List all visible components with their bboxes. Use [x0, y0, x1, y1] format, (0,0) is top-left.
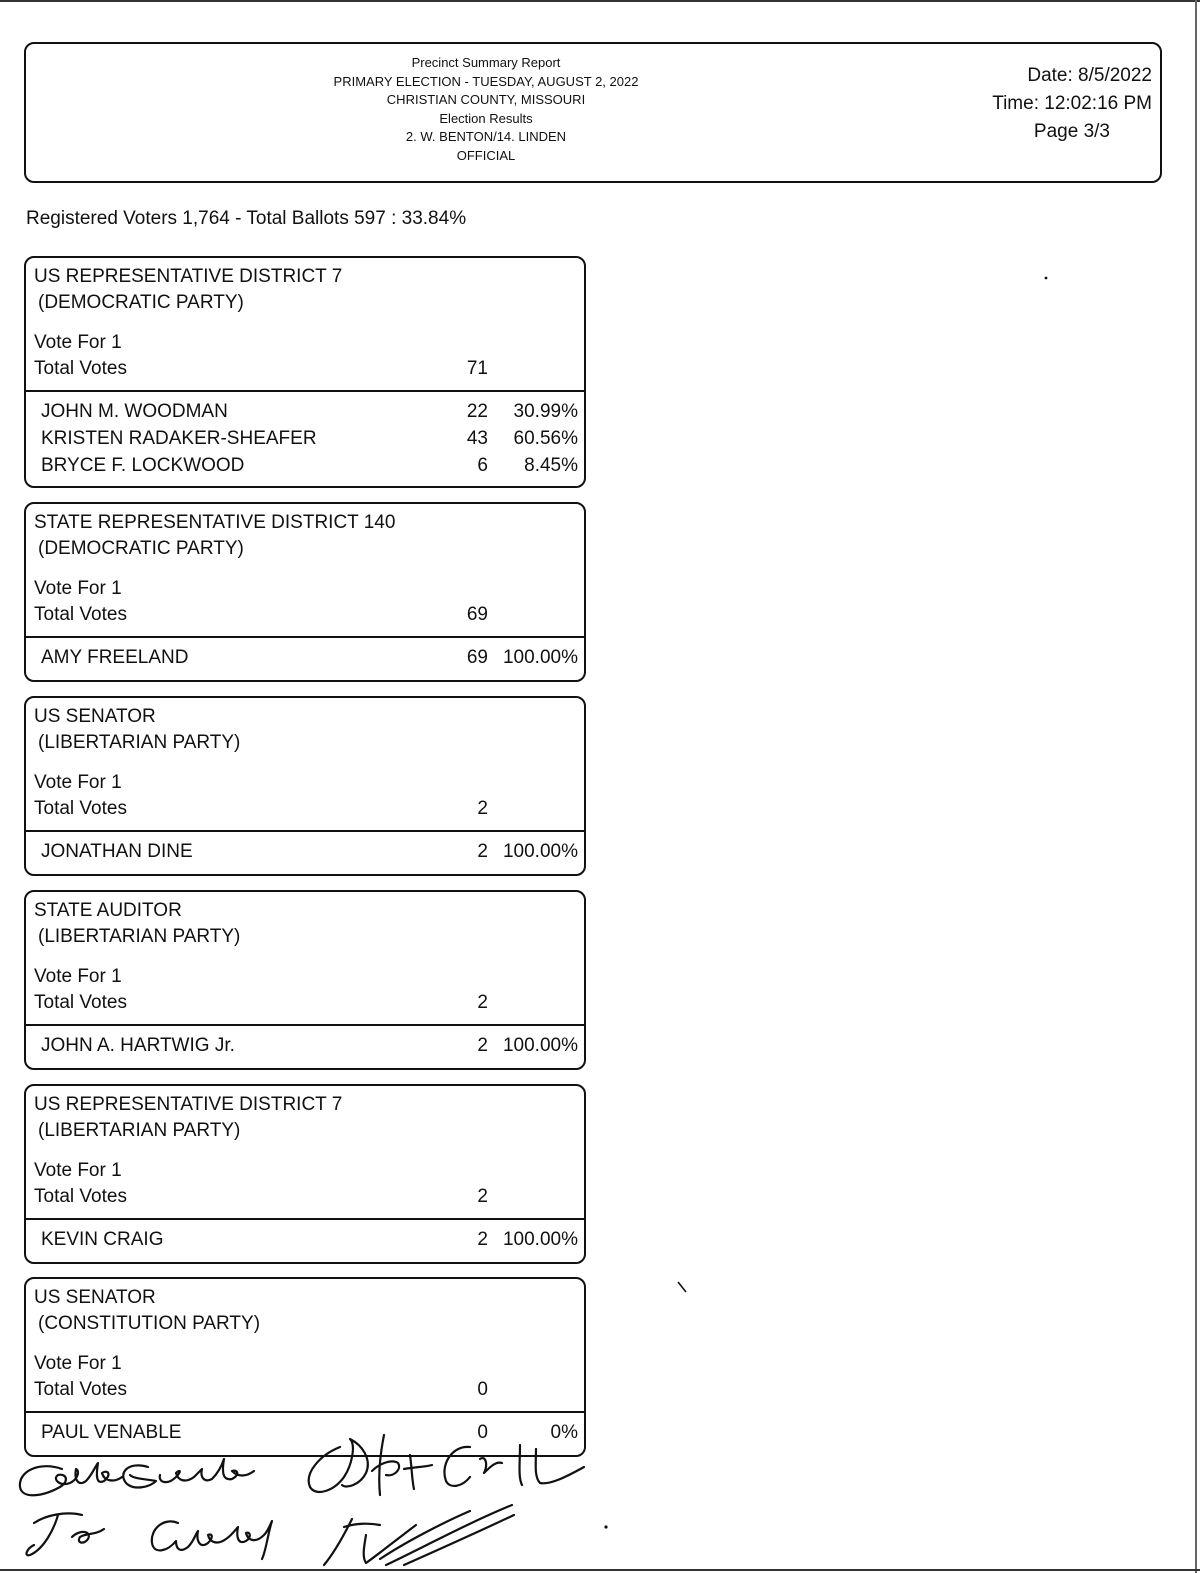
scan-edge-top: [0, 0, 1200, 2]
candidate-percent: 60.56%: [513, 428, 578, 449]
vote-for-label: Vote For 1: [34, 1353, 122, 1374]
candidate-percent: 8.45%: [524, 455, 578, 476]
contest-box: [24, 256, 586, 488]
report-header: [24, 42, 1162, 183]
signatures: [0, 1425, 640, 1573]
official-label: OFFICIAL: [456, 147, 516, 163]
candidate-percent: 100.00%: [502, 647, 578, 668]
total-votes-label: Total Votes: [34, 358, 127, 379]
vote-for-label: Vote For 1: [34, 772, 122, 793]
candidate-name: JOHN M. WOODMAN: [41, 401, 228, 422]
scan-speck: [604, 1525, 607, 1528]
candidate-name: KEVIN CRAIG: [41, 1229, 164, 1250]
contest-title: US SENATOR: [34, 706, 156, 727]
precinct-name: 2. W. BENTON/14. LINDEN: [405, 129, 567, 144]
candidate-percent: 0%: [550, 1422, 578, 1443]
vote-for-label: Vote For 1: [34, 578, 122, 599]
candidate-votes: 2: [477, 1229, 488, 1250]
candidate-name: PAUL VENABLE: [41, 1422, 182, 1443]
vote-for-label: Vote For 1: [34, 1160, 122, 1181]
election-name: PRIMARY ELECTION - TUESDAY, AUGUST 2, 2022: [333, 73, 639, 89]
candidate-list: [26, 1220, 584, 1261]
contest-party: (CONSTITUTION PARTY): [38, 1313, 261, 1334]
contest-box: [24, 696, 586, 876]
candidate-votes: 0: [477, 1422, 488, 1443]
candidate-name: BRYCE F. LOCKWOOD: [41, 455, 245, 476]
candidate-row: [41, 838, 576, 865]
total-votes-row: [34, 990, 576, 1016]
total-votes-row: [34, 796, 576, 822]
results-label: Election Results: [439, 110, 533, 126]
scan-speck: [1042, 274, 1050, 282]
contest-party: (LIBERTARIAN PARTY): [38, 732, 241, 753]
candidate-list: [26, 638, 584, 679]
contest-party: (DEMOCRATIC PARTY): [38, 538, 244, 559]
candidate-percent: 100.00%: [502, 1229, 578, 1250]
total-votes-value: 71: [466, 358, 488, 379]
candidate-row: [41, 398, 576, 425]
total-votes-value: 2: [477, 798, 488, 819]
signature-stroke: [123, 1459, 254, 1487]
candidate-list: [26, 832, 584, 873]
report-name: Precinct Summary Report: [411, 55, 561, 70]
candidate-percent: 30.99%: [513, 401, 578, 422]
total-votes-value: 2: [477, 1186, 488, 1207]
candidate-row: [41, 452, 576, 479]
candidate-votes: 43: [466, 428, 488, 449]
total-votes-label: Total Votes: [34, 1186, 127, 1207]
contest-box: [24, 1084, 586, 1264]
candidate-votes: 2: [477, 841, 488, 862]
contest-party: (DEMOCRATIC PARTY): [38, 292, 244, 313]
total-votes-label: Total Votes: [34, 992, 127, 1013]
contest-title: US REPRESENTATIVE DISTRICT 7: [34, 266, 343, 287]
vote-for-label: Vote For 1: [34, 966, 122, 987]
candidate-name: JONATHAN DINE: [41, 841, 193, 862]
total-votes-row: [34, 602, 576, 628]
candidate-name: AMY FREELAND: [41, 647, 189, 668]
candidate-name: KRISTEN RADAKER-SHEAFER: [41, 428, 317, 449]
total-votes-row: [34, 1377, 576, 1403]
total-votes-value: 2: [477, 992, 488, 1013]
total-votes-row: [34, 356, 576, 382]
candidate-row: [41, 1032, 576, 1059]
candidate-name: JOHN A. HARTWIG Jr.: [41, 1035, 235, 1056]
report-title-block: [276, 54, 696, 165]
candidate-percent: 100.00%: [502, 1035, 578, 1056]
contest-box: [24, 502, 586, 682]
signature-stroke: [152, 1521, 272, 1559]
total-votes-value: 0: [477, 1379, 488, 1400]
signature-stroke: [27, 1513, 104, 1555]
candidate-votes: 2: [477, 1035, 488, 1056]
candidate-votes: 22: [466, 401, 488, 422]
signature-stroke: [324, 1505, 514, 1565]
scan-edge-right: [1195, 0, 1197, 1573]
candidate-votes: 69: [466, 647, 488, 668]
contest-title: US SENATOR: [34, 1287, 156, 1308]
vote-for-label: Vote For 1: [34, 332, 122, 353]
total-votes-value: 69: [466, 604, 488, 625]
scan-speck: [676, 1280, 690, 1294]
candidate-list: [26, 1026, 584, 1067]
contest-title: STATE AUDITOR: [34, 900, 182, 921]
candidate-row: [41, 425, 576, 452]
candidate-row: [41, 644, 576, 671]
contest-title: STATE REPRESENTATIVE DISTRICT 140: [34, 512, 396, 533]
candidate-list: [26, 392, 584, 487]
contest-box: [24, 890, 586, 1070]
candidate-percent: 100.00%: [502, 841, 578, 862]
total-votes-label: Total Votes: [34, 798, 127, 819]
report-date: Date: 8/5/2022: [1027, 65, 1152, 86]
contest-party: (LIBERTARIAN PARTY): [38, 1120, 241, 1141]
report-time: Time: 12:02:16 PM: [992, 93, 1152, 114]
report-meta: [992, 62, 1152, 146]
page-number: Page 3/3: [1033, 121, 1110, 142]
total-votes-label: Total Votes: [34, 1379, 127, 1400]
total-votes-label: Total Votes: [34, 604, 127, 625]
signature-stroke: [309, 1435, 584, 1495]
total-votes-row: [34, 1184, 576, 1210]
contest-party: (LIBERTARIAN PARTY): [38, 926, 241, 947]
signature-stroke: [20, 1463, 122, 1495]
contest-title: US REPRESENTATIVE DISTRICT 7: [34, 1094, 343, 1115]
candidate-votes: 6: [477, 455, 488, 476]
registered-voters-summary: Registered Voters 1,764 - Total Ballots 597 : 33.84%: [26, 208, 467, 229]
county-name: CHRISTIAN COUNTY, MISSOURI: [386, 92, 586, 107]
candidate-row: [41, 1226, 576, 1253]
